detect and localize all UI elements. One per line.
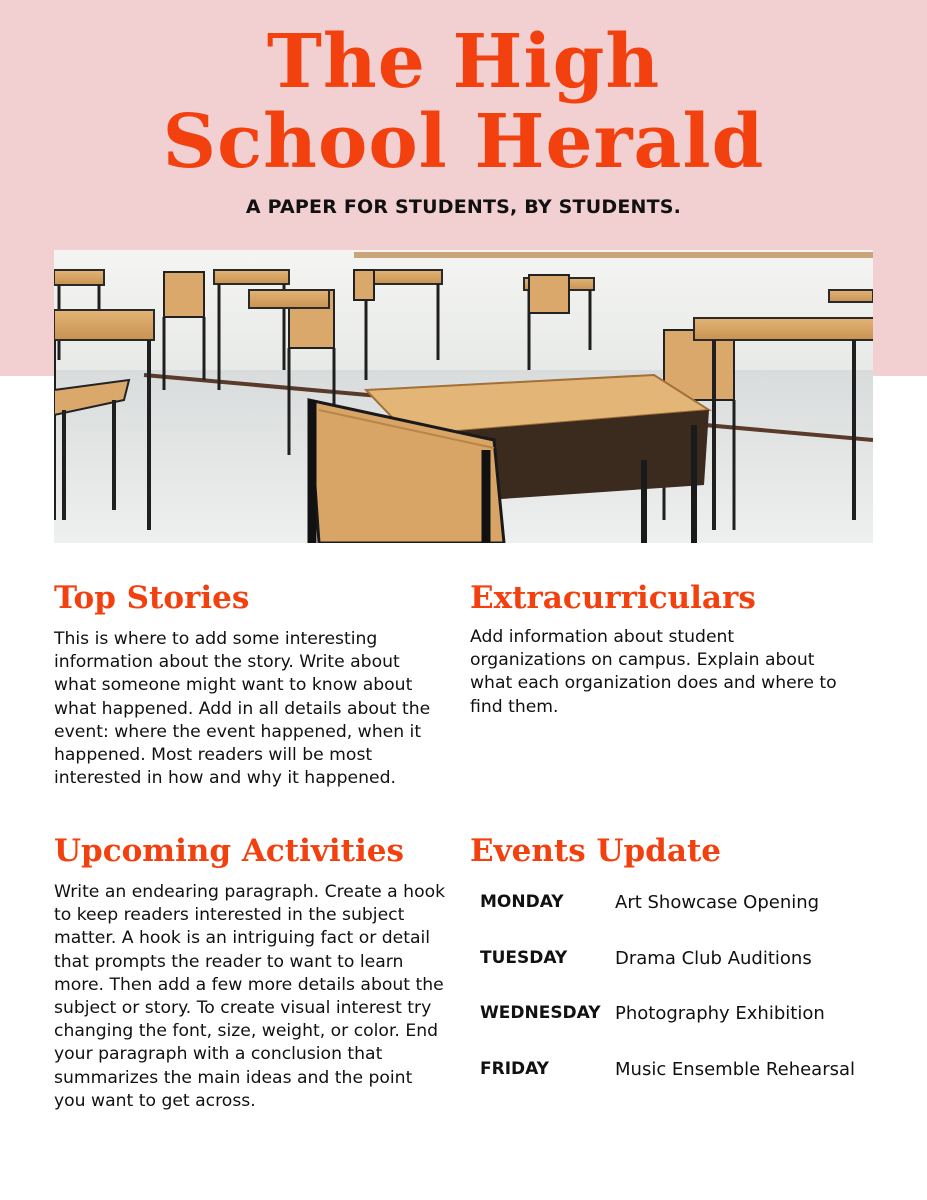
- section-extracurriculars: [470, 578, 850, 719]
- event-name: Drama Club Auditions: [615, 947, 812, 969]
- event-name: Music Ensemble Rehearsal: [615, 1058, 856, 1080]
- extracurriculars-heading: Extracurriculars: [470, 580, 756, 616]
- hero-classroom-photo: [54, 250, 873, 543]
- event-row: [470, 996, 855, 1052]
- upcoming-activities-heading: Upcoming Activities: [54, 833, 404, 869]
- top-stories-body: This is where to add some interesting information about the story. Write about what someone might want to know about what happened. Add in all details about the event: where the event happened, when it happened. Most readers will be most interested in how and why it happened.: [54, 629, 431, 789]
- event-row: [470, 1052, 855, 1108]
- title-line-2: School Herald: [162, 99, 765, 185]
- events-table: [470, 885, 855, 1107]
- event-name: Photography Exhibition: [615, 1003, 825, 1024]
- event-day: WEDNESDAY: [480, 1003, 601, 1023]
- section-upcoming-activities: [54, 831, 449, 1113]
- tagline: A PAPER FOR STUDENTS, BY STUDENTS.: [245, 196, 682, 218]
- event-day: TUESDAY: [480, 947, 568, 968]
- section-top-stories: [54, 578, 439, 790]
- events-update-heading: Events Update: [470, 833, 721, 869]
- event-name: Art Showcase Opening: [615, 892, 820, 913]
- event-row: [470, 941, 855, 997]
- newspaper-title: [0, 19, 927, 185]
- classroom-illustration: [54, 250, 873, 543]
- event-day: MONDAY: [480, 892, 564, 912]
- title-line-1: The High: [266, 19, 661, 105]
- upcoming-activities-body: Write an endearing paragraph. Create a hook to keep readers interested in the subject matter. A hook is an intriguing fact or detail that prompts the reader to want to learn more. Then add a few more details about the subject or story. To create visual interest try changing the font, size, weight, or color. End your paragraph with a conclusion that summarizes the main ideas and the point you want to get across.: [54, 882, 446, 1111]
- event-day: FRIDAY: [480, 1058, 549, 1079]
- section-events-update: [470, 831, 890, 1107]
- top-stories-heading: Top Stories: [54, 580, 250, 616]
- event-row: [470, 885, 855, 941]
- extracurriculars-body: Add information about student organizations on campus. Explain about what each organization does and where to find them.: [470, 627, 837, 717]
- masthead: [0, 19, 927, 218]
